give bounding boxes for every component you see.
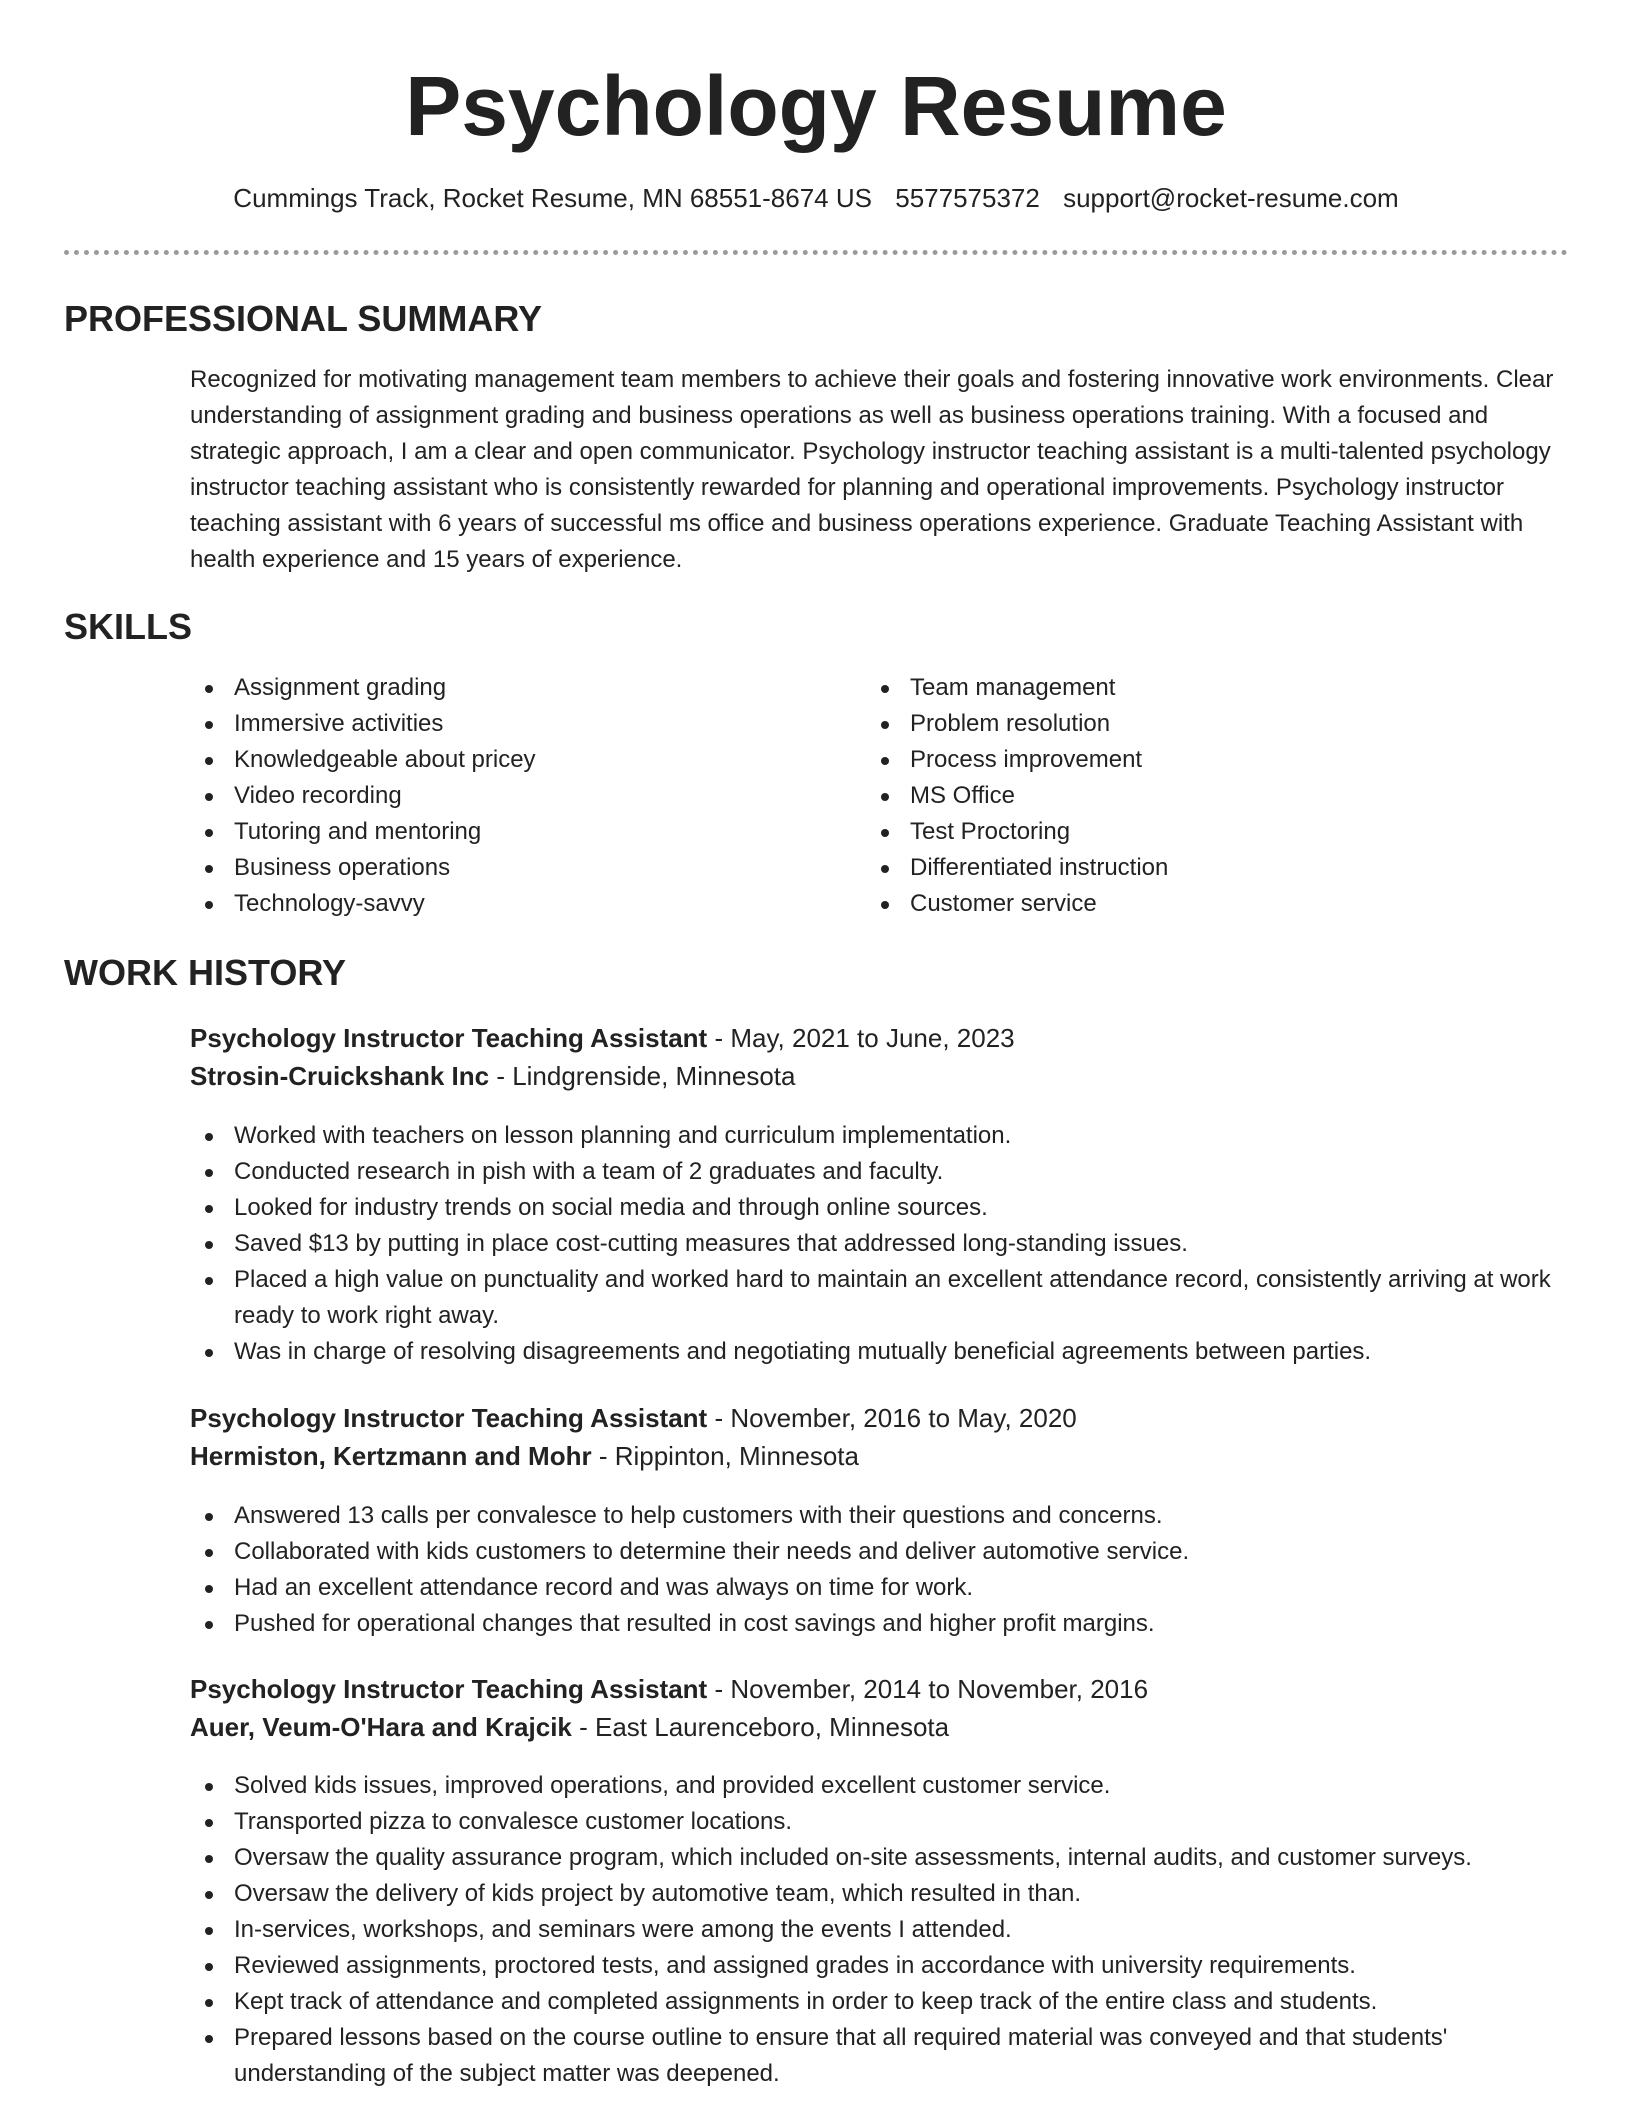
job-bullet: Saved $13 by putting in place cost-cutting measures that addressed long-standing issues.: [190, 1226, 1570, 1262]
job-bullet: Placed a high value on punctuality and worked hard to maintain an excellent attendance record, consistently arriving at work ready to work right away.: [190, 1262, 1570, 1334]
job-title-line: [190, 1019, 1015, 1057]
skill-item: Assignment grading: [190, 670, 830, 706]
contact-phone: 5577575372: [895, 183, 1040, 213]
job-bullet: Pushed for operational changes that resulted in cost savings and higher profit margins.: [190, 1606, 1570, 1642]
job-bullet: Transported pizza to convalesce customer locations.: [190, 1804, 1570, 1840]
skill-item: MS Office: [866, 778, 1546, 814]
job-company: Auer, Veum-O'Hara and Krajcik: [190, 1712, 572, 1742]
contact-address: Cummings Track, Rocket Resume, MN 68551-8674 US: [233, 183, 872, 213]
job-bullet: Answered 13 calls per convalesce to help customers with their questions and concerns.: [190, 1498, 1570, 1534]
job-location: - East Laurenceboro, Minnesota: [579, 1712, 950, 1742]
job-location: - Lindgrenside, Minnesota: [496, 1061, 796, 1091]
skill-item: Tutoring and mentoring: [190, 814, 830, 850]
job-title-line: [190, 1399, 1077, 1437]
skill-item: Immersive activities: [190, 706, 830, 742]
skill-item: Process improvement: [866, 742, 1546, 778]
summary-text: Recognized for motivating management team members to achieve their goals and fostering innovative work environments. Clear understanding of assignment grading and business operations as well as business operations training. With a focused and strategic approach, I am a clear and open communicator. Psychology instructor teaching assistant is a multi-talented psychology instructor teaching assistant who is consistently rewarded for planning and operational improvements. Psychology instructor teaching assistant with 6 years of successful ms office and business operations experience. Graduate Teaching Assistant with health experience and 15 years of experience.: [190, 366, 1554, 573]
skill-item: Differentiated instruction: [866, 850, 1546, 886]
job-company: Hermiston, Kertzmann and Mohr: [190, 1441, 592, 1471]
resume-title: Psychology Resume: [405, 59, 1227, 153]
skills-list-right: [866, 670, 1546, 922]
skill-item: Problem resolution: [866, 706, 1546, 742]
job-bullets: [190, 1118, 1570, 1370]
job-company: Strosin-Cruickshank Inc: [190, 1061, 490, 1091]
skill-item: Knowledgeable about pricey: [190, 742, 830, 778]
job-bullet: Collaborated with kids customers to determine their needs and deliver automotive service.: [190, 1534, 1570, 1570]
work-heading: WORK HISTORY: [64, 952, 347, 993]
job-location: - Rippinton, Minnesota: [598, 1441, 859, 1471]
job-bullet: Looked for industry trends on social media and through online sources.: [190, 1190, 1570, 1226]
job-bullet: Oversaw the quality assurance program, which included on-site assessments, internal audits, and customer surveys.: [190, 1840, 1570, 1876]
job-title: Psychology Instructor Teaching Assistant: [190, 1403, 708, 1433]
job-company-line: [190, 1708, 949, 1746]
summary-heading: PROFESSIONAL SUMMARY: [64, 298, 543, 339]
skills-heading: SKILLS: [64, 606, 193, 647]
job-title: Psychology Instructor Teaching Assistant: [190, 1674, 708, 1704]
skill-item: Video recording: [190, 778, 830, 814]
job-bullet: Prepared lessons based on the course outline to ensure that all required material was conveyed and that students' understanding of the subject matter was deepened.: [190, 2020, 1570, 2092]
contact-line: [0, 180, 1632, 216]
job-bullet: Conducted research in pish with a team of 2 graduates and faculty.: [190, 1154, 1570, 1190]
job-bullet: Was in charge of resolving disagreements and negotiating mutually beneficial agreements between parties.: [190, 1334, 1570, 1370]
contact-email: support@rocket-resume.com: [1063, 183, 1399, 213]
job-dates: - November, 2014 to November, 2016: [714, 1674, 1149, 1704]
job-company-line: [190, 1057, 796, 1095]
job-bullet: Had an excellent attendance record and was always on time for work.: [190, 1570, 1570, 1606]
skills-list-left: [190, 670, 830, 922]
skill-item: Technology-savvy: [190, 886, 830, 922]
job-bullet: Reviewed assignments, proctored tests, and assigned grades in accordance with university requirements.: [190, 1948, 1570, 1984]
job-bullet: Worked with teachers on lesson planning and curriculum implementation.: [190, 1118, 1570, 1154]
header-divider: [64, 250, 1568, 255]
job-dates: - November, 2016 to May, 2020: [714, 1403, 1077, 1433]
job-company-line: [190, 1437, 859, 1475]
job-bullet: Oversaw the delivery of kids project by automotive team, which resulted in than.: [190, 1876, 1570, 1912]
skill-item: Team management: [866, 670, 1546, 706]
job-dates: - May, 2021 to June, 2023: [714, 1023, 1015, 1053]
job-bullet: Solved kids issues, improved operations, and provided excellent customer service.: [190, 1768, 1570, 1804]
job-title: Psychology Instructor Teaching Assistant: [190, 1023, 708, 1053]
job-bullet: Kept track of attendance and completed assignments in order to keep track of the entire class and students.: [190, 1984, 1570, 2020]
job-title-line: [190, 1670, 1148, 1708]
job-bullet: In-services, workshops, and seminars were among the events I attended.: [190, 1912, 1570, 1948]
job-bullets: [190, 1498, 1570, 1642]
skill-item: Customer service: [866, 886, 1546, 922]
job-bullets: [190, 1768, 1570, 2092]
skill-item: Business operations: [190, 850, 830, 886]
skill-item: Test Proctoring: [866, 814, 1546, 850]
